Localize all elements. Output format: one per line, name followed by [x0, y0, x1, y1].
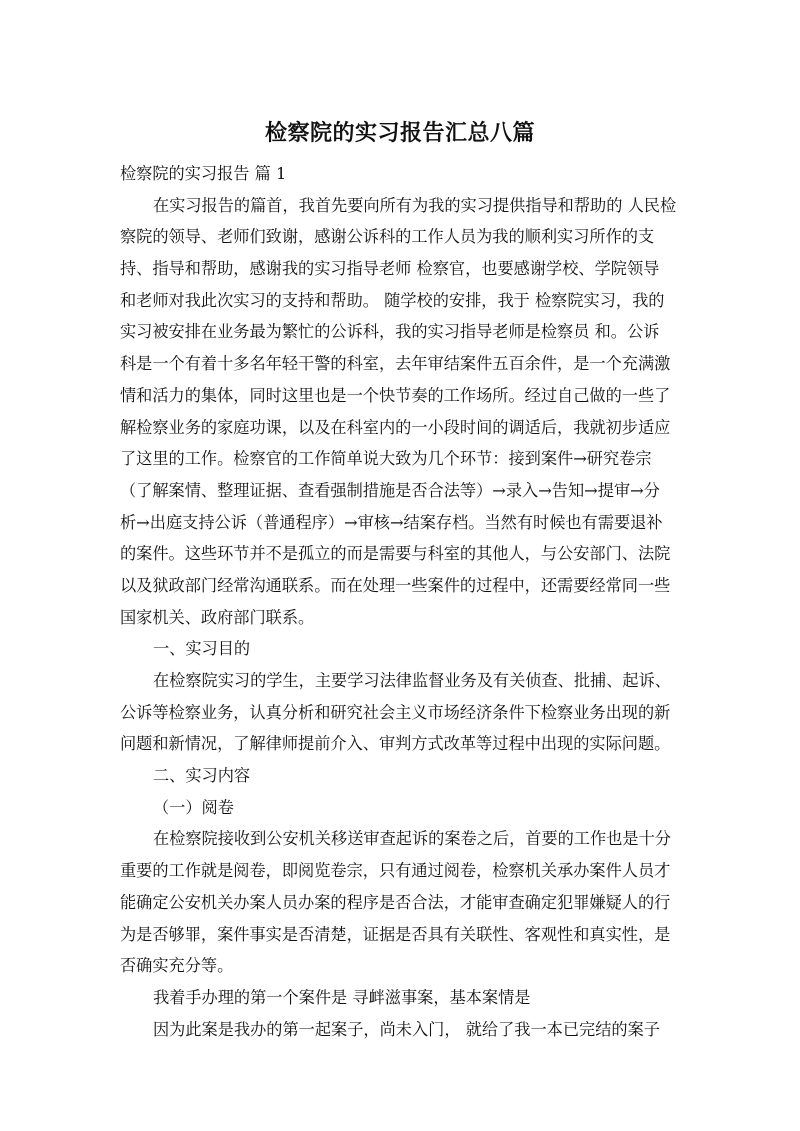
paragraph-line: 否确实充分等。 [120, 956, 234, 976]
paragraph-line: 因为此案是我办的第一起案子，尚未入门， 就给了我一本已完结的案子 [153, 1019, 660, 1039]
paragraph-line: 持、指导和帮助，感谢我的实习指导老师 检察官，也要感谢学校、学院领导 [120, 259, 660, 279]
paragraph-line: 我着手办理的第一个案件是 寻衅滋事案，基本案情是 [153, 987, 531, 1007]
paragraph-line: 国家机关、政府部门联系。 [120, 607, 315, 627]
paragraph-line: 的案件。这些环节并不是孤立的而是需要与科室的其他人，与公安部门、法院 [120, 544, 671, 564]
document-title: 检察院的实习报告汇总八篇 [264, 121, 535, 146]
paragraph-line: 了这里的工作。检察官的工作简单说大致为几个环节：接到案件→研究卷宗 [120, 449, 652, 469]
paragraph-line: 察院的领导、老师们致谢，感谢公诉科的工作人员为我的顺利实习所作的支 [120, 227, 655, 247]
paragraph-line: 公诉等检察业务，认真分析和研究社会主义市场经济条件下检察业务出现的新 [120, 702, 671, 722]
paragraph-line: 和老师对我此次实习的支持和帮助。 随学校的安排，我于 检察院实习，我的 [120, 290, 665, 310]
paragraph-line: 解检察业务的家庭功课，以及在科室内的一小段时间的调适后，我就初步适应 [120, 417, 671, 437]
paragraph-line: 实习被安排在业务最为繁忙的公诉科，我的实习指导老师是检察员 和。公诉 [120, 322, 660, 342]
paragraph-line: 在检察院实习的学生，主要学习法律监督业务及有关侦查、批捕、起诉、 [153, 671, 671, 690]
document-body [120, 158, 680, 1045]
paragraph-line: 析→出庭支持公诉（普通程序）→审核→结案存档。当然有时候也有需要退补 [120, 512, 663, 532]
section-heading: 一、实习目的 [153, 639, 251, 659]
section-heading: 二、实习内容 [153, 766, 251, 786]
paragraph-line: 科是一个有着十多名年轻干警的科室，去年审结案件五百余件，是一个充满激 [120, 354, 671, 374]
paragraph-line: 问题和新情况，了解律师提前介入、审判方式改革等过程中出现的实际问题。 [120, 734, 671, 754]
section-subtitle: 检察院的实习报告 篇 1 [120, 164, 287, 183]
subsection-heading: （一）阅卷 [153, 797, 234, 817]
paragraph-line: 在检察院接收到公安机关移送审查起诉的案卷之后，首要的工作也是十分 [153, 829, 671, 849]
paragraph-line: （了解案情、整理证据、查看强制措施是否合法等）→录入→告知→提审→分 [120, 480, 660, 500]
paragraph-line: 能确定公安机关办案人员办案的程序是否合法，才能审查确定犯罪嫌疑人的行 [120, 892, 671, 912]
paragraph-line: 重要的工作就是阅卷，即阅览卷宗，只有通过阅卷，检察机关承办案件人员才 [120, 861, 671, 881]
paragraph-line: 以及狱政部门经常沟通联系。而在处理一些案件的过程中，还需要经常同一些 [120, 575, 671, 595]
paragraph-line: 为是否够罪，案件事实是否清楚，证据是否具有关联性、客观性和真实性，是 [120, 924, 671, 944]
paragraph-line: 情和活力的集体，同时这里也是一个快节奏的工作场所。经过自己做的一些了 [120, 385, 671, 405]
paragraph-line: 在实习报告的篇首，我首先要向所有为我的实习提供指导和帮助的 人民检 [153, 195, 677, 215]
